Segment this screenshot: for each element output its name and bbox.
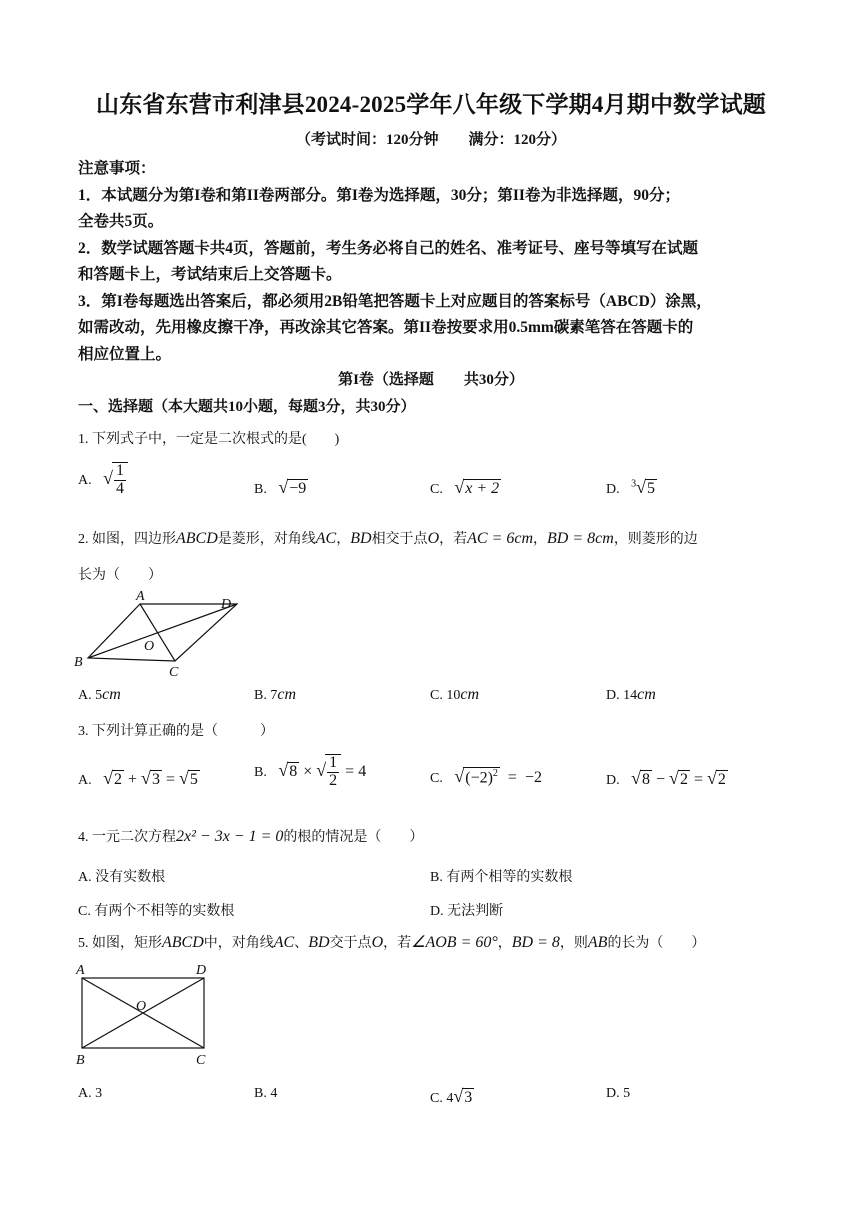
question-1-option-d[interactable]: D. $^3$√5 bbox=[606, 477, 656, 497]
fraction-numerator: 1 bbox=[116, 462, 125, 479]
question-1-option-a[interactable]: A. √ $\frac{1}{4}$ bbox=[78, 462, 128, 498]
label-d: D bbox=[221, 597, 232, 612]
question-2-option-b[interactable]: B. 7cm bbox=[254, 686, 296, 703]
option-label: A. bbox=[78, 472, 92, 488]
part-title: 一、选择题（本大题共10小题，每题3分，共30分） bbox=[78, 399, 416, 415]
notice-item-3: 3．第I卷每题选出答案后，都必须用2B铅笔把答题卡上对应题目的答案标号（ABCD）涂黑， bbox=[78, 292, 712, 310]
notice-item-3-cont: 如需改动，先用橡皮擦干净，再改涂其它答案。第II卷按要求用0.5mm碳素笔答在答题卡的 bbox=[78, 319, 694, 336]
question-3-option-d[interactable]: D. √8 − √2 = √2 bbox=[606, 768, 726, 788]
question-2-stem: 2. 如图，四边形ABCD是菱形，对角线AC，BD相交于点O，若AC = 6cm，BD = 8cm，则菱形的边 bbox=[78, 530, 698, 547]
section-title: 第I卷（选择题 共30分） bbox=[338, 372, 524, 388]
option-label: B. bbox=[254, 482, 267, 497]
notice-block bbox=[78, 156, 784, 368]
question-3-option-b[interactable]: B. √8 × √ $\frac{1}{2}$ = 4 bbox=[254, 754, 367, 789]
rhombus-figure bbox=[74, 586, 254, 678]
question-2-stem-cont: 长为（ ） bbox=[78, 568, 162, 583]
notice-item-1-cont: 全卷共5页。 bbox=[78, 213, 164, 230]
diagonal-bd bbox=[88, 604, 237, 658]
notice-item-2-cont: 和答题卡上，考试结束后上交答题卡。 bbox=[78, 266, 342, 283]
question-2-option-d[interactable]: D. 14cm bbox=[606, 686, 656, 703]
option-label: D. bbox=[606, 482, 620, 497]
question-3-stem: 3. 下列计算正确的是（ ） bbox=[78, 724, 274, 739]
label-c: C bbox=[196, 1053, 206, 1068]
radicand: −9 bbox=[289, 480, 307, 497]
notice-item-1: 1．本试题分为第I卷和第II卷两部分。第I卷为选择题，30分；第II卷为非选择题，90分； bbox=[78, 186, 680, 204]
question-5-stem: 5. 如图，矩形ABCD中，对角线AC、BD交于点O，若∠AOB = 60°，BD = 8，则AB的长为（ ） bbox=[78, 934, 706, 951]
question-5-option-d[interactable]: D. 5 bbox=[606, 1086, 631, 1101]
question-1-option-c[interactable]: C. √x + 2 bbox=[430, 477, 500, 497]
root-index: 3 bbox=[631, 478, 637, 490]
label-c: C bbox=[169, 665, 179, 678]
option-label: C. bbox=[430, 482, 443, 497]
question-4-option-c[interactable]: C. 有两个不相等的实数根 bbox=[78, 904, 235, 919]
question-2-option-c[interactable]: C. 10cm bbox=[430, 686, 479, 703]
question-5-option-b[interactable]: B. 4 bbox=[254, 1086, 278, 1101]
question-5-option-a[interactable]: A. 3 bbox=[78, 1086, 103, 1101]
notice-heading: 注意事项： bbox=[78, 160, 156, 177]
label-b: B bbox=[74, 655, 83, 670]
question-4-option-d[interactable]: D. 无法判断 bbox=[430, 904, 504, 919]
exam-subtitle: （考试时间：120分钟 满分：120分） bbox=[295, 132, 566, 148]
radicand: 5 bbox=[647, 480, 656, 497]
fraction-denominator: 4 bbox=[116, 479, 125, 497]
rectangle-figure bbox=[74, 960, 224, 1070]
label-o: O bbox=[144, 639, 155, 654]
notice-item-3-end: 相应位置上。 bbox=[78, 345, 172, 363]
question-4-option-a[interactable]: A. 没有实数根 bbox=[78, 870, 166, 885]
notice-item-2: 2．数学试题答题卡共4页，答题前，考生务必将自己的姓名、准考证号、座号等填写在试题 bbox=[78, 239, 699, 257]
label-a: A bbox=[136, 589, 145, 604]
question-4-option-b[interactable]: B. 有两个相等的实数根 bbox=[430, 870, 573, 885]
question-1-stem: 1. 下列式子中，一定是二次根式的是( ) bbox=[78, 432, 340, 447]
question-3-option-c[interactable]: C. $√(-2)^2 = -2$ bbox=[430, 766, 542, 786]
label-d: D bbox=[196, 963, 207, 978]
label-a: A bbox=[76, 963, 85, 978]
label-b: B bbox=[76, 1053, 85, 1068]
question-2-option-a[interactable]: A. 5cm bbox=[78, 686, 121, 703]
radicand: x + 2 bbox=[465, 480, 500, 497]
exam-title: 山东省东营市利津县2024-2025学年八年级下学期4月期中数学试题 bbox=[96, 92, 766, 117]
label-o: O bbox=[136, 999, 147, 1014]
question-1-option-b[interactable]: B. √−9 bbox=[254, 477, 307, 497]
question-3-option-a[interactable]: A. √2 + √3 = √5 bbox=[78, 768, 198, 788]
question-4-stem: 4. 一元二次方程2x² − 3x − 1 = 0的根的情况是（ ） bbox=[78, 828, 424, 845]
question-5-option-c[interactable]: C. 4√3 bbox=[430, 1086, 473, 1106]
